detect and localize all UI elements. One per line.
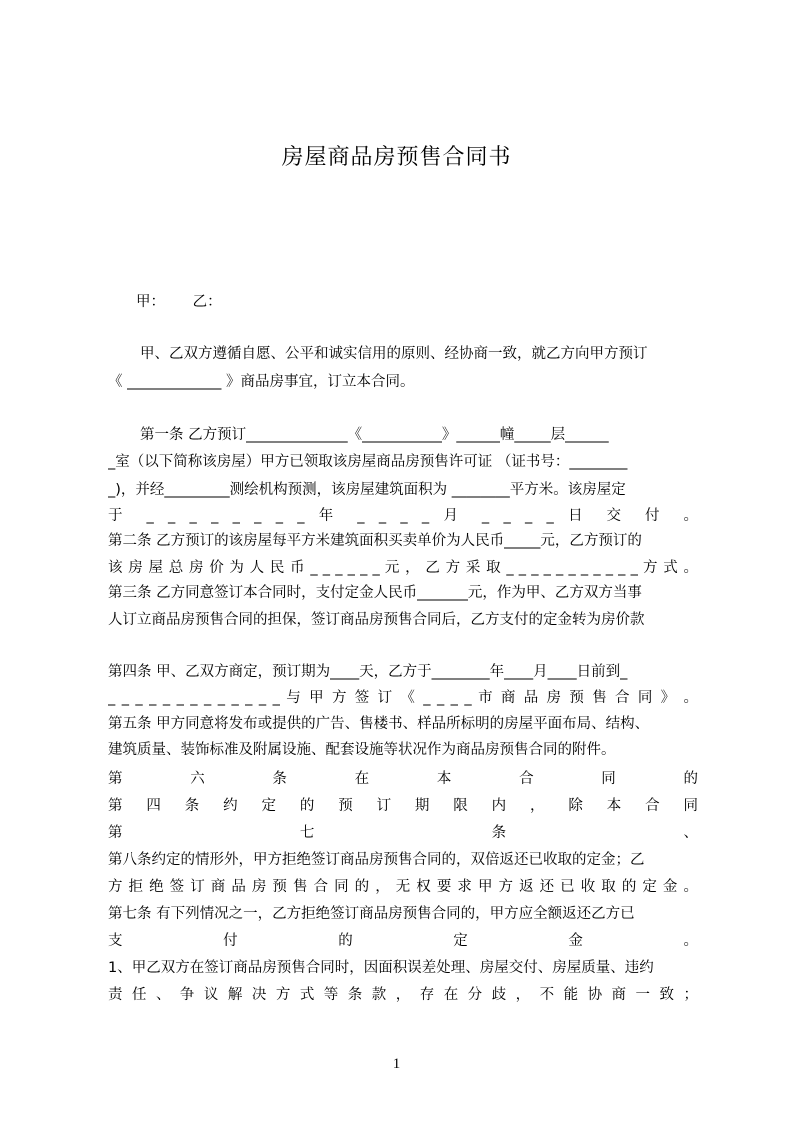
article-line: _)，并经_________测绘机构预测，该房屋建筑面积为 ________平方米。该房屋定 (108, 482, 626, 498)
article-line: 第 六 条 在 本 合 同 的 (108, 771, 698, 787)
article-line: 人订立商品房预售合同的担保，签订商品房预售合同后，乙方支付的定金转为房价款 (108, 612, 645, 628)
article-line: 建筑质量、装饰标准及附属设施、配套设施等状况作为商品房预售合同的附件。 (108, 742, 616, 758)
article-line: 第二条 乙方预订的该房屋每平方米建筑面积买卖单价为人民币_____元，乙方预订的 (108, 533, 642, 549)
article-line: 支 付 的 定 金 。 (108, 933, 698, 949)
article-line: 第三条 乙方同意签订本合同时，支付定金人民币_______元，作为甲、乙方双方当事 (108, 585, 642, 601)
article-line: 第四条 甲、乙双方商定，预订期为____天，乙方于________年____月____日前到_ (108, 664, 628, 680)
article-line: 责 任 、 争 议 解 决 方 式 等 条 款 ， 存 在 分 歧 ， 不 能 协 商 一 致 ； (108, 987, 698, 1003)
document-title: 房屋商品房预售合同书 (281, 145, 512, 170)
article-line: _室（以下简称该房屋）甲方已领取该房屋商品房预售许可证 （证书号：________ (108, 454, 628, 470)
article-line: 第一条 乙方预订______________《___________》______幢_____层______ (140, 427, 609, 443)
article-line: 该 房 屋 总 房 价 为 人 民 币 _ _ _ _ _ _ 元 ， 乙 方 采 取 _ _ _ _ _ _ _ _ _ _ _ 方 式 。 (108, 560, 698, 576)
article-line: 第七条 有下列情况之一，乙方拒绝签订商品房预售合同的，甲方应全额返还乙方已 (108, 906, 635, 922)
article-line: 第 七 条 、 (108, 825, 698, 841)
article-line: 第 四 条 约 定 的 预 订 期 限 内 ， 除 本 合 同 (108, 798, 698, 814)
intro-line-2: 《 _____________ 》商品房事宜，订立本合同。 (108, 374, 415, 390)
article-line: 第五条 甲方同意将发布或提供的广告、售楼书、样品所标明的房屋平面布局、结构、 (108, 716, 650, 732)
intro-line-1: 甲、乙双方遵循自愿、公平和诚实信用的原则、经协商一致，就乙方向甲方预订 (140, 346, 648, 362)
parties-line: 甲： 乙： (136, 294, 222, 310)
article-line: 第八条约定的情形外，甲方拒绝签订商品房预售合同的，双倍返还已收取的定金；乙 (108, 852, 645, 868)
article-line: 方 拒 绝 签 订 商 品 房 预 售 合 同 的 ， 无 权 要 求 甲 方 返 还 已 收 取 的 定 金 。 (108, 879, 698, 895)
article-line: 1、甲乙双方在签订商品房预售合同时，因面积误差处理、房屋交付、房屋质量、违约 (108, 960, 654, 976)
article-line: 于 _ _ _ _ _ _ _ _ 年 _ _ _ _ 月 _ _ _ _ 日 交 付 。 (108, 508, 698, 524)
article-line: _ _ _ _ _ _ _ _ _ _ _ _ _ 与 甲 方 签 订 《 _ _ _ _ 市 商 品 房 预 售 合 同 》 。 (108, 690, 698, 706)
page-number: 1 (392, 1056, 401, 1072)
